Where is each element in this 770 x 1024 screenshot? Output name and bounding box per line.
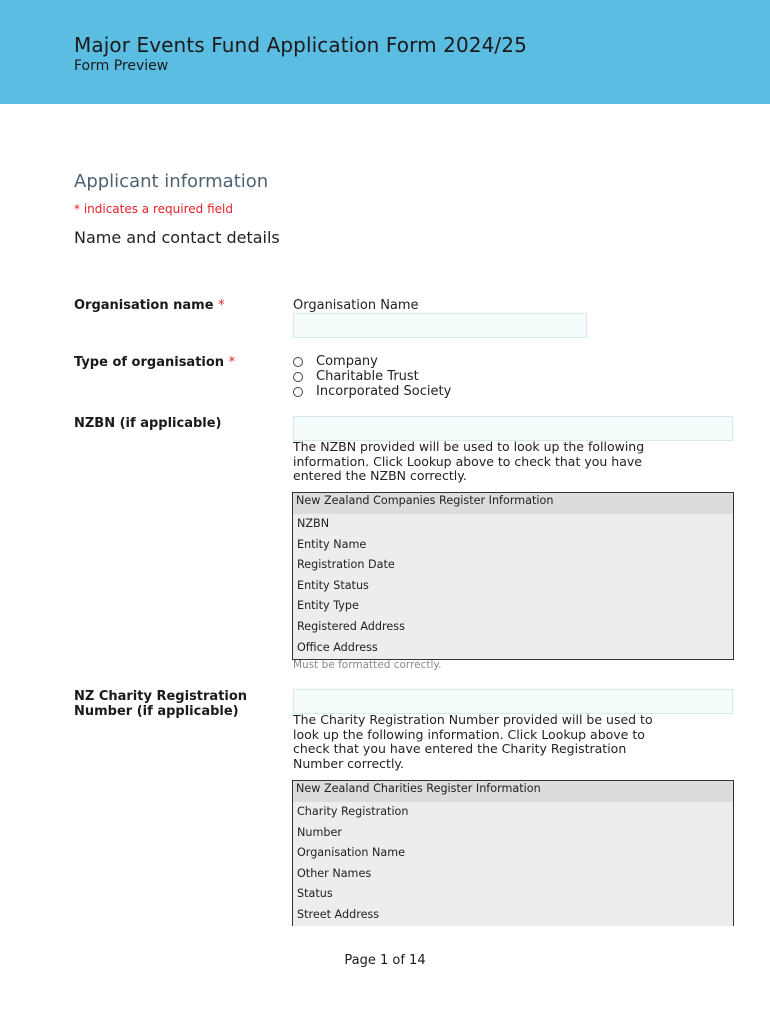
radio-circle-icon[interactable] — [293, 387, 303, 397]
lookup-row: Office Address — [297, 640, 378, 654]
subsection-heading: Name and contact details — [74, 228, 280, 247]
nzbn-help-text: The NZBN provided will be used to look up the following information. Click Lookup above to check that you have entered the NZBN correctly. — [293, 439, 645, 484]
page-indicator: Page 1 of 14 — [344, 953, 426, 968]
charity-number-help-text: The Charity Registration Number provided will be used to look up the following information. Click Lookup above to check that you have entered the Charity Registration Number correctly. — [293, 712, 653, 772]
required-marker: * — [218, 298, 225, 313]
lookup-row: Status — [297, 887, 333, 901]
lookup-row: Charity Registration — [297, 805, 409, 818]
lookup-header: New Zealand Charities Register Information — [293, 781, 733, 802]
lookup-header: New Zealand Companies Register Information — [293, 493, 733, 514]
nzbn-lookup-panel — [292, 492, 734, 660]
organisation-name-label: Organisation name * — [74, 298, 225, 313]
radio-option-charitable-trust[interactable]: Charitable Trust — [293, 369, 451, 384]
header-banner — [0, 0, 770, 104]
required-marker: * — [228, 355, 236, 370]
organisation-name-caption: Organisation Name — [293, 298, 419, 313]
organisation-name-input[interactable] — [293, 313, 587, 338]
lookup-row: Registered Address — [297, 619, 405, 633]
lookup-row: Other Names — [297, 866, 372, 880]
radio-option-company[interactable]: Company — [293, 354, 451, 369]
lookup-row: Street Address — [297, 907, 380, 921]
lookup-row: Entity Name — [297, 537, 367, 551]
page-title: Major Events Fund Application Form 2024/25 — [74, 33, 527, 57]
page-subtitle: Form Preview — [74, 58, 169, 74]
nzbn-validation-note: Must be formatted correctly. — [293, 659, 442, 671]
radio-circle-icon[interactable] — [293, 357, 303, 367]
organisation-type-radio-group — [293, 354, 451, 399]
lookup-row: Entity Type — [297, 599, 359, 613]
charity-number-label: NZ Charity Registration Number (if applicable) — [74, 689, 248, 719]
required-field-note: * indicates a required field — [74, 202, 233, 216]
nzbn-label: NZBN (if applicable) — [74, 416, 222, 431]
nzbn-input[interactable] — [293, 416, 733, 441]
lookup-row: NZBN — [297, 517, 330, 530]
lookup-row: Registration Date — [297, 558, 395, 572]
lookup-row: Organisation Name — [297, 846, 406, 860]
section-heading: Applicant information — [74, 171, 269, 192]
charity-number-input[interactable] — [293, 689, 733, 714]
charity-lookup-panel — [292, 780, 734, 926]
radio-option-incorporated-society[interactable]: Incorporated Society — [293, 384, 451, 399]
radio-circle-icon[interactable] — [293, 372, 303, 382]
lookup-row: Number — [297, 825, 342, 839]
type-of-organisation-label: Type of organisation * — [74, 355, 236, 370]
lookup-row: Entity Status — [297, 578, 369, 592]
